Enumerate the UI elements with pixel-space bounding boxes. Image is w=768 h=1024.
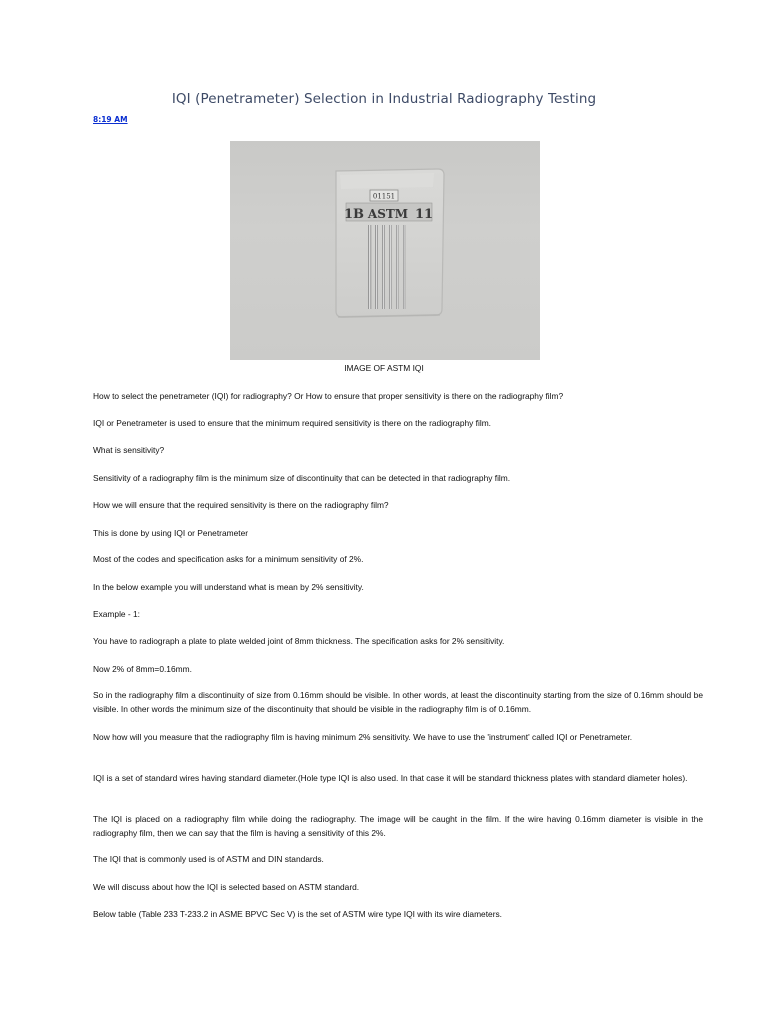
- paragraph: IQI or Penetrameter is used to ensure that the minimum required sensitivity is there on the radiography film.: [93, 418, 491, 428]
- paragraph: You have to radiograph a plate to plate welded joint of 8mm thickness. The specification asks for 2% sensitivity.: [93, 636, 505, 646]
- paragraph: How to select the penetrameter (IQI) for radiography? Or How to ensure that proper sensitivity is there on the radiography film?: [93, 391, 564, 401]
- iqi-serial-text: 01151: [372, 192, 396, 201]
- paragraph: Now how will you measure that the radiography film is having minimum 2% sensitivity. We have to use the 'instrument' called IQI or Penetrameter.: [93, 732, 633, 742]
- paragraph: We will discuss about how the IQI is selected based on ASTM standard.: [93, 882, 360, 892]
- paragraph: Example - 1:: [93, 609, 141, 619]
- paragraph: IQI is a set of standard wires having standard diameter.(Hole type IQI is also used. In that case it will be standard thickness plates with standard diameter holes).: [93, 773, 688, 783]
- paragraph: This is done by using IQI or Penetrameter: [93, 528, 249, 538]
- iqi-left-mark: 1B: [343, 207, 365, 222]
- iqi-right-mark: 11: [414, 207, 434, 222]
- paragraph: What is sensitivity?: [93, 445, 165, 455]
- paragraph: Below table (Table 233 T-233.2 in ASME BPVC Sec V) is the set of ASTM wire type IQI with its wire diameters.: [93, 909, 502, 919]
- paragraph: In the below example you will understand what is mean by 2% sensitivity.: [93, 582, 364, 592]
- paragraph: How we will ensure that the required sensitivity is there on the radiography film?: [93, 500, 389, 510]
- paragraph: The IQI that is commonly used is of ASTM and DIN standards.: [93, 854, 324, 864]
- iqi-illustration: [230, 141, 540, 360]
- iqi-center-mark: ASTM: [367, 207, 409, 221]
- paragraph: Sensitivity of a radiography film is the minimum size of discontinuity that can be detected in that radiography film.: [93, 473, 511, 483]
- iqi-photo: [230, 141, 540, 360]
- page-title: IQI (Penetrameter) Selection in Industrial Radiography Testing: [171, 91, 597, 107]
- paragraph: Now 2% of 8mm=0.16mm.: [93, 664, 192, 674]
- paragraph: So in the radiography film a discontinuity of size from 0.16mm should be visible. In other words, at least the discontinuity starting from the size of 0.16mm should be visible. In other words the minimum size of the discontinuity that should be visible in the radiography film is of 0.16mm.: [93, 690, 703, 714]
- paragraph: Most of the codes and specification asks for a minimum sensitivity of 2%.: [93, 554, 364, 564]
- figure-caption: IMAGE OF ASTM IQI: [344, 363, 424, 373]
- paragraph: The IQI is placed on a radiography film while doing the radiography. The image will be caught in the film. If the wire having 0.16mm diameter is visible in the radiography film, then we can say that the film is having a sensitivity of this 2%.: [93, 814, 703, 838]
- timestamp-link[interactable]: 8:19 AM: [93, 115, 128, 124]
